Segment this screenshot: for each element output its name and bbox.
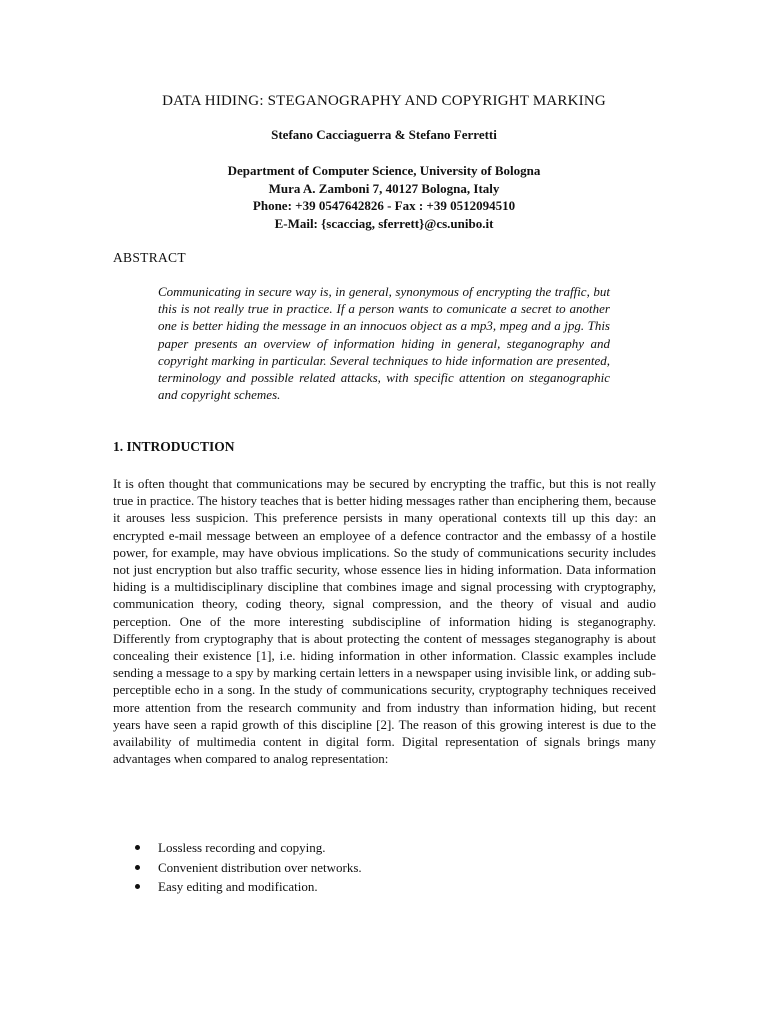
list-item-text: Easy editing and modification. [158,879,318,894]
paper-title: DATA HIDING: STEGANOGRAPHY AND COPYRIGHT MARKING [162,93,606,109]
list-item [135,858,362,878]
paper-authors: Stefano Cacciaguerra & Stefano Ferretti [271,127,497,142]
bullet-icon [135,865,140,870]
bullet-icon [135,884,140,889]
advantages-list [135,838,362,897]
bullet-icon [135,845,140,850]
list-item [135,838,362,858]
affiliation-department: Department of Computer Science, University of Bologna [227,163,541,178]
list-item-text: Convenient distribution over networks. [158,859,362,875]
list-item [135,877,362,897]
affiliation-email: E-Mail: {scacciag, sferrett}@cs.unibo.it [274,215,494,231]
abstract-heading: ABSTRACT [113,250,186,265]
affiliation-phone: Phone: +39 0547642826 - Fax : +39 0512094510 [252,198,516,213]
list-item-text: Lossless recording and copying. [158,840,326,855]
affiliation-address: Mura A. Zamboni 7, 40127 Bologna, Italy [268,180,500,196]
introduction-text: It is often thought that communications may be secured by encrypting the traffic, but this is not really true in practice. The history teaches that is better hiding messages rather than enciphering them, because it arouses less suspicion. This preference persists in many operational contexts till up this day: an encrypted e-mail message between an employee of a defence contractor and the embassy of a hostile power, for example, may have obvious implications. So the study of communications security includes not just encryption but also traffic security, whose essence lies in hiding information. Data information hiding is a multidisciplinary discipline that combines image and signal processing with cryptography, communication theory, coding theory, signal compression, and the theory of visual and audio perception. One of the more interesting subdiscipline of information hiding is steganography. Differently from cryptography that is about protecting the content of messages steganography is about concealing their existence [1], i.e. hiding information in other information. Classic examples include sending a message to a spy by marking certain letters in a newspaper using invisible link, or adding sub-perceptible echo in a song. In the study of communications security, cryptography techniques received more attention from the research community and from industry than information hiding, but recent years have seen a rapid growth of this discipline [2]. The reason of this growing interest is due to the availability of multimedia content in digital form. Digital representation of signals brings many advantages when compared to analog representation: [113,476,656,767]
introduction-heading: 1. INTRODUCTION [113,439,235,454]
abstract-text: Communicating in secure way is, in general, synonymous of encrypting the traffic, but this is not really true in practice. If a person wants to comunicate a secret to another one is better hiding the message in an innocuos object as a mp3, mpeg and a jpg. This paper presents an overview of information hiding in general, steganography and copyright marking in particular. Several techniques to hide information are presented, terminology and possible related attacks, with specific attention on steganographic and copyright schemes. [158,284,610,403]
affiliation-block [0,162,768,232]
